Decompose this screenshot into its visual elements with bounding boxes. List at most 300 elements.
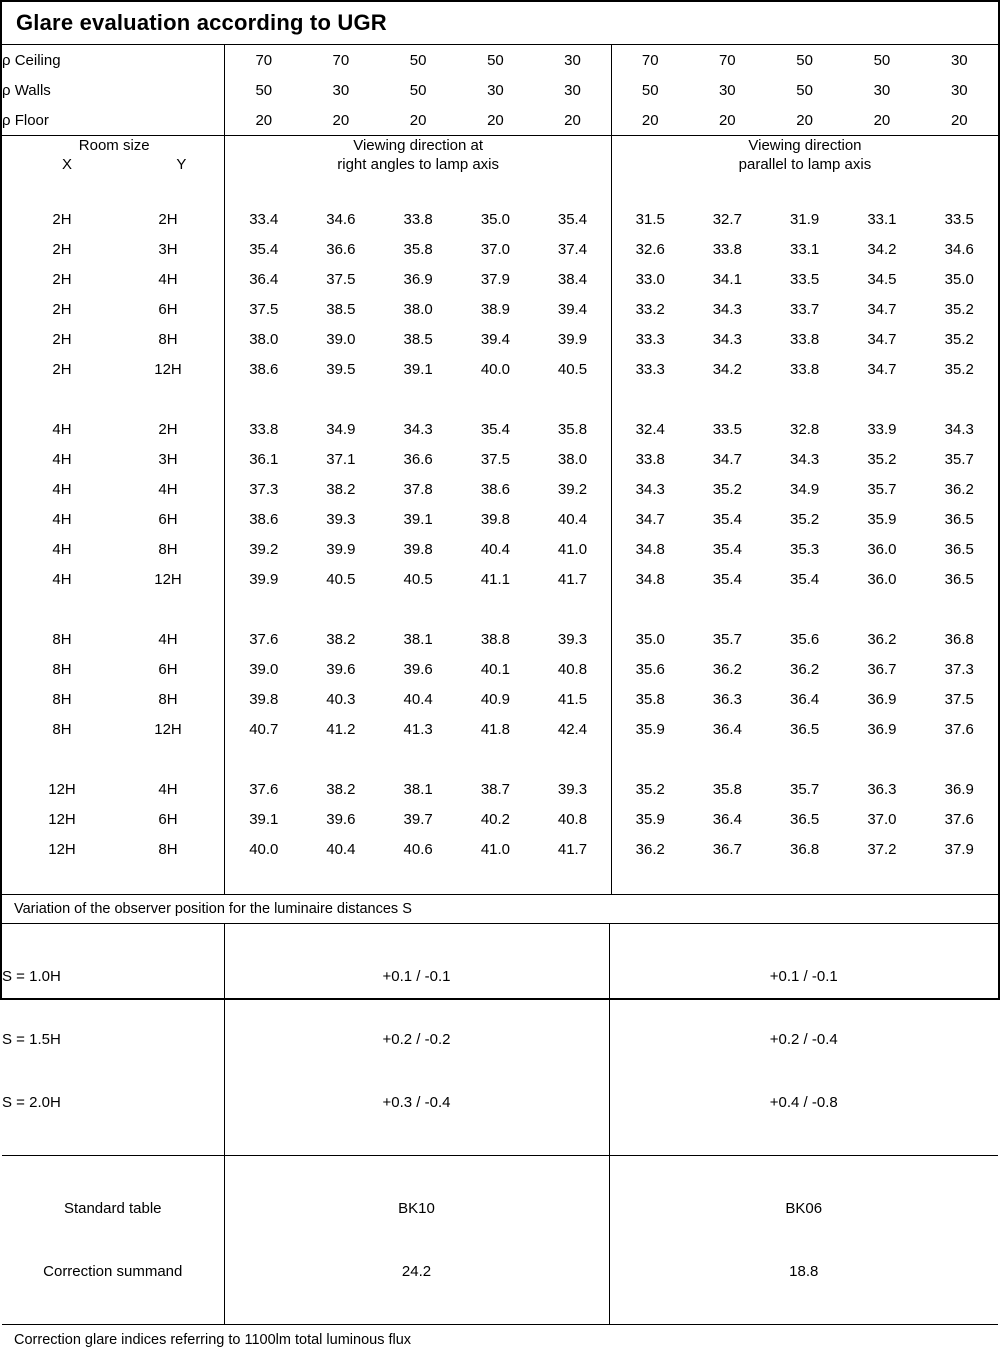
cell-y: 6H [158,300,178,318]
cell: 40.7 [225,714,302,744]
standard-perpendicular [224,1156,609,1325]
cell: 33.2 [611,294,688,324]
cell-x: 2H [52,300,72,318]
cell: 38.5 [403,330,433,348]
row-room-size [2,804,225,834]
cell: 36.6 [403,450,433,468]
cell: 39.9 [225,564,302,594]
cell: 41.3 [403,720,433,738]
cell: 70 [225,45,302,75]
cell: 35.0 [944,270,974,288]
cell-x: 2H [52,360,72,378]
variation-par-s15: +0.2 / -0.4 [769,1031,838,1048]
cell-x: 8H [52,660,72,678]
cell: 34.7 [712,450,742,468]
standard-labels [2,1156,224,1325]
row-room-size [2,624,225,654]
cell: 35.8 [712,780,742,798]
cell: 33.8 [403,210,433,228]
cell: 39.9 [557,330,588,348]
row-room-size [2,774,225,804]
row-room-size [2,564,225,594]
variation-labels [2,924,224,1156]
cell: 70 [611,45,688,75]
cell-y: 3H [158,450,178,468]
cell: 38.2 [326,780,356,798]
cell: 34.9 [326,420,356,438]
cell: 35.4 [712,540,742,558]
cell: 38.2 [326,630,356,648]
cell: 38.6 [480,480,511,498]
table-row [2,654,998,684]
cell-x: 4H [52,570,72,588]
cell: 39.3 [326,510,356,528]
cell: 34.2 [867,240,897,258]
cell: 35.2 [944,360,974,378]
cell: 39.0 [225,654,302,684]
cell: 35.3 [790,540,820,558]
cell: 30 [564,81,581,99]
cell: 40.2 [480,810,511,828]
cell: 34.7 [867,360,897,378]
cell: 38.5 [326,300,356,318]
cell: 34.9 [790,480,820,498]
cell: 33.9 [867,420,897,438]
table-header-viewing-directions [2,136,998,175]
cell: 37.3 [225,474,302,504]
spacer-cell [611,594,998,624]
cell: 39.1 [403,510,433,528]
cell: 34.6 [944,240,974,258]
row-room-size [2,414,225,444]
spacer-cell [225,594,611,624]
cell-x: 4H [52,540,72,558]
table-row [2,474,998,504]
cell: 40.4 [480,540,511,558]
row-room-size [2,204,225,234]
cell: 20 [409,111,427,129]
cell-x: 4H [52,450,72,468]
cell: 34.8 [611,564,688,594]
table-row-rho-ceiling [2,45,998,75]
cell: 33.5 [944,210,974,228]
cell-y: 12H [154,570,182,588]
cell: 50 [487,51,504,69]
cell: 39.6 [326,810,356,828]
cell: 30 [332,81,350,99]
cell: 35.4 [557,210,588,228]
cell-y: 6H [158,810,178,828]
table-row [2,204,998,234]
row-room-size [2,654,225,684]
cell: 35.2 [790,510,820,528]
cell: 70 [718,51,736,69]
row-room-size [2,474,225,504]
cell: 35.7 [867,480,897,498]
cell: 38.7 [480,780,511,798]
row-room-size [2,324,225,354]
cell-y: 6H [158,660,178,678]
cell: 37.6 [225,624,302,654]
spacer-cell [611,864,998,894]
cell: 35.2 [611,774,688,804]
cell: 36.9 [867,720,897,738]
cell: 33.1 [790,240,820,258]
cell: 39.6 [403,660,433,678]
cell-x: 2H [52,330,72,348]
cell-x: 4H [52,420,72,438]
cell: 39.5 [326,360,356,378]
variation-row [2,924,998,1156]
cell: 36.2 [790,660,820,678]
cell: 40.5 [403,570,433,588]
cell: 37.5 [480,450,511,468]
cell-y: 8H [158,690,178,708]
cell: 38.6 [225,354,302,384]
cell: 37.3 [944,660,974,678]
cell: 38.0 [225,324,302,354]
cell: 30 [487,81,504,99]
cell: 38.1 [403,630,433,648]
cell: 50 [611,75,688,105]
cell-x: 4H [52,480,72,498]
spacer-cell [611,744,998,774]
cell-x: 8H [52,720,72,738]
cell-y: 8H [158,840,178,858]
cell: 37.8 [403,480,433,498]
row-label: ρ Walls [2,81,51,99]
cell: 30 [950,51,968,69]
cell: 34.3 [712,300,742,318]
spacer-row [2,594,998,624]
cell: 38.0 [557,450,588,468]
cell: 36.8 [790,840,820,858]
cell: 40.0 [225,834,302,864]
cell: 34.8 [611,534,688,564]
spacer-cell [611,174,998,204]
cell: 33.8 [712,240,742,258]
table-row [2,534,998,564]
row-room-size [2,534,225,564]
cell-y: 6H [158,510,178,528]
cell: 39.9 [326,540,356,558]
cell: 34.3 [944,420,974,438]
table-row [2,804,998,834]
cell: 39.1 [225,804,302,834]
cell-y: 12H [154,720,182,738]
table-row [2,684,998,714]
room-size-x-label: X [62,156,73,173]
spacer-cell [225,384,611,414]
cell: 40.4 [557,510,588,528]
cell: 39.7 [403,810,433,828]
cell: 35.4 [712,570,742,588]
cell: 36.2 [611,834,688,864]
cell: 39.8 [225,684,302,714]
cell: 33.7 [790,300,820,318]
variation-table [2,924,998,1324]
cell: 36.3 [867,780,897,798]
spacer-row [2,744,998,774]
cell: 31.5 [611,204,688,234]
cell: 36.7 [712,840,742,858]
cell: 35.0 [611,624,688,654]
cell-y: 4H [158,270,178,288]
viewing-parallel-line1: Viewing direction [748,137,862,154]
row-label: ρ Floor [2,111,49,129]
standard-table-row [2,1156,998,1325]
cell: 32.6 [611,234,688,264]
cell: 37.6 [944,810,974,828]
cell: 40.8 [557,660,588,678]
cell: 33.8 [790,360,820,378]
cell: 34.1 [712,270,742,288]
table-row [2,324,998,354]
row-room-size [2,504,225,534]
cell: 35.7 [944,450,974,468]
correction-summand-label: Correction summand [43,1263,183,1280]
cell: 36.4 [712,810,742,828]
cell: 35.7 [790,780,820,798]
cell: 31.9 [790,210,820,228]
viewing-direction-parallel-header [611,136,998,175]
cell: 37.5 [225,294,302,324]
cell-x: 2H [52,270,72,288]
spacer-cell [225,744,611,774]
cell-y: 2H [158,210,178,228]
spacer-cell [611,384,998,414]
cell: 50 [225,75,302,105]
cell: 34.3 [611,474,688,504]
cell-y: 3H [158,240,178,258]
cell-y: 4H [158,780,178,798]
cell: 20 [796,111,813,129]
variation-values-parallel [609,924,998,1156]
cell: 41.0 [480,840,511,858]
cell: 35.9 [611,714,688,744]
room-size-title: Room size [78,137,150,154]
cell: 40.9 [480,690,511,708]
variation-label-s20: S = 2.0H [2,1094,61,1111]
variation-note: Variation of the observer position for the luminaire distances S [14,901,412,917]
cell: 37.6 [225,774,302,804]
cell: 36.2 [712,660,742,678]
row-room-size [2,444,225,474]
cell: 33.5 [790,270,820,288]
table-row [2,444,998,474]
room-size-header [2,136,225,175]
cell: 36.2 [867,630,897,648]
cell: 30 [718,81,736,99]
cell: 36.5 [790,810,820,828]
row-room-size [2,684,225,714]
viewing-perpendicular-line2: right angles to lamp axis [337,156,499,173]
cell: 35.4 [480,420,511,438]
cell: 35.8 [557,420,588,438]
row-room-size [2,234,225,264]
cell: 36.7 [867,660,897,678]
table-row [2,264,998,294]
cell: 34.3 [712,330,742,348]
cell: 37.9 [480,270,511,288]
correction-summand-parallel: 18.8 [789,1263,819,1280]
spacer-cell [2,864,225,894]
cell: 20 [564,111,581,129]
cell: 36.0 [867,570,897,588]
room-size-y-label: Y [176,156,187,173]
cell: 30 [564,51,581,69]
cell-y: 8H [158,330,178,348]
standard-table-parallel: BK06 [785,1200,823,1217]
cell: 37.5 [326,270,356,288]
cell: 40.0 [480,360,511,378]
row-room-size [2,714,225,744]
cell: 40.6 [403,840,433,858]
viewing-direction-perpendicular-header [225,136,611,175]
cell: 33.8 [611,444,688,474]
cell: 35.2 [944,300,974,318]
cell: 50 [873,51,891,69]
cell: 36.4 [712,720,742,738]
cell: 41.0 [557,540,588,558]
cell: 20 [873,111,891,129]
cell: 39.3 [557,630,588,648]
cell: 41.7 [557,570,588,588]
cell: 50 [409,51,427,69]
cell: 36.5 [944,570,974,588]
cell: 41.2 [326,720,356,738]
table-row [2,354,998,384]
standard-parallel [609,1156,998,1325]
cell: 41.7 [557,840,588,858]
cell: 40.1 [480,660,511,678]
cell: 20 [225,105,302,136]
cell: 39.3 [557,780,588,798]
cell: 35.2 [944,330,974,348]
cell: 32.7 [712,210,742,228]
cell-x: 12H [48,780,76,798]
cell: 36.1 [225,444,302,474]
variation-label-s15: S = 1.5H [2,1031,61,1048]
cell: 35.0 [480,210,511,228]
cell: 36.4 [790,690,820,708]
cell: 39.1 [403,360,433,378]
cell-x: 4H [52,510,72,528]
cell: 36.9 [867,690,897,708]
standard-table-label: Standard table [63,1200,162,1217]
spacer-cell [2,594,225,624]
cell: 33.3 [611,354,688,384]
spacer-row [2,384,998,414]
cell: 35.6 [790,630,820,648]
row-room-size [2,834,225,864]
cell: 39.2 [225,534,302,564]
cell: 41.1 [480,570,511,588]
table-row-rho-walls [2,75,998,105]
page-title: Glare evaluation according to UGR [16,10,387,35]
cell: 37.0 [480,240,511,258]
cell: 36.6 [326,240,356,258]
spacer-row [2,864,998,894]
cell: 36.3 [712,690,742,708]
cell-x: 8H [52,690,72,708]
cell-x: 2H [52,210,72,228]
cell: 34.7 [611,504,688,534]
cell: 38.8 [480,630,511,648]
cell-y: 2H [158,420,178,438]
cell: 38.4 [557,270,588,288]
spacer-cell [225,174,611,204]
cell: 36.9 [403,270,433,288]
cell: 34.5 [867,270,897,288]
spacer-row [2,174,998,204]
cell: 35.9 [611,804,688,834]
cell: 36.4 [225,264,302,294]
cell: 20 [332,111,350,129]
cell: 35.8 [403,240,433,258]
row-room-size [2,264,225,294]
table-row [2,624,998,654]
cell: 42.4 [557,720,588,738]
cell: 41.5 [557,690,588,708]
cell: 36.5 [790,720,820,738]
cell: 35.2 [712,480,742,498]
variation-perp-s20: +0.3 / -0.4 [382,1094,451,1111]
cell: 33.0 [611,264,688,294]
cell: 20 [718,111,736,129]
cell: 35.2 [867,450,897,468]
variation-label-s10: S = 1.0H [2,968,61,985]
cell: 35.8 [611,684,688,714]
spacer-cell [2,174,225,204]
table-row [2,414,998,444]
cell: 37.5 [944,690,974,708]
table-row [2,504,998,534]
cell: 20 [487,111,504,129]
cell: 32.8 [790,420,820,438]
cell-x: 12H [48,810,76,828]
variation-values-perpendicular [224,924,609,1156]
table-row [2,834,998,864]
cell: 38.1 [403,780,433,798]
cell: 70 [332,51,350,69]
cell: 35.4 [790,570,820,588]
cell: 38.9 [480,300,511,318]
cell: 35.6 [611,654,688,684]
cell: 40.5 [557,360,588,378]
cell: 39.4 [480,330,511,348]
row-room-size [2,294,225,324]
cell-y: 12H [154,360,182,378]
table-row [2,774,998,804]
cell: 50 [409,81,427,99]
cell: 20 [950,111,968,129]
cell: 35.7 [712,630,742,648]
cell: 37.2 [867,840,897,858]
table-row [2,564,998,594]
spacer-cell [2,744,225,774]
cell-y: 4H [158,480,178,498]
cell: 30 [950,81,968,99]
table-row [2,294,998,324]
cell: 39.8 [403,540,433,558]
variation-perp-s15: +0.2 / -0.2 [382,1031,451,1048]
cell: 40.5 [326,570,356,588]
cell: 39.4 [557,300,588,318]
cell: 36.5 [944,540,974,558]
cell: 34.7 [867,300,897,318]
viewing-parallel-line2: parallel to lamp axis [738,156,872,173]
